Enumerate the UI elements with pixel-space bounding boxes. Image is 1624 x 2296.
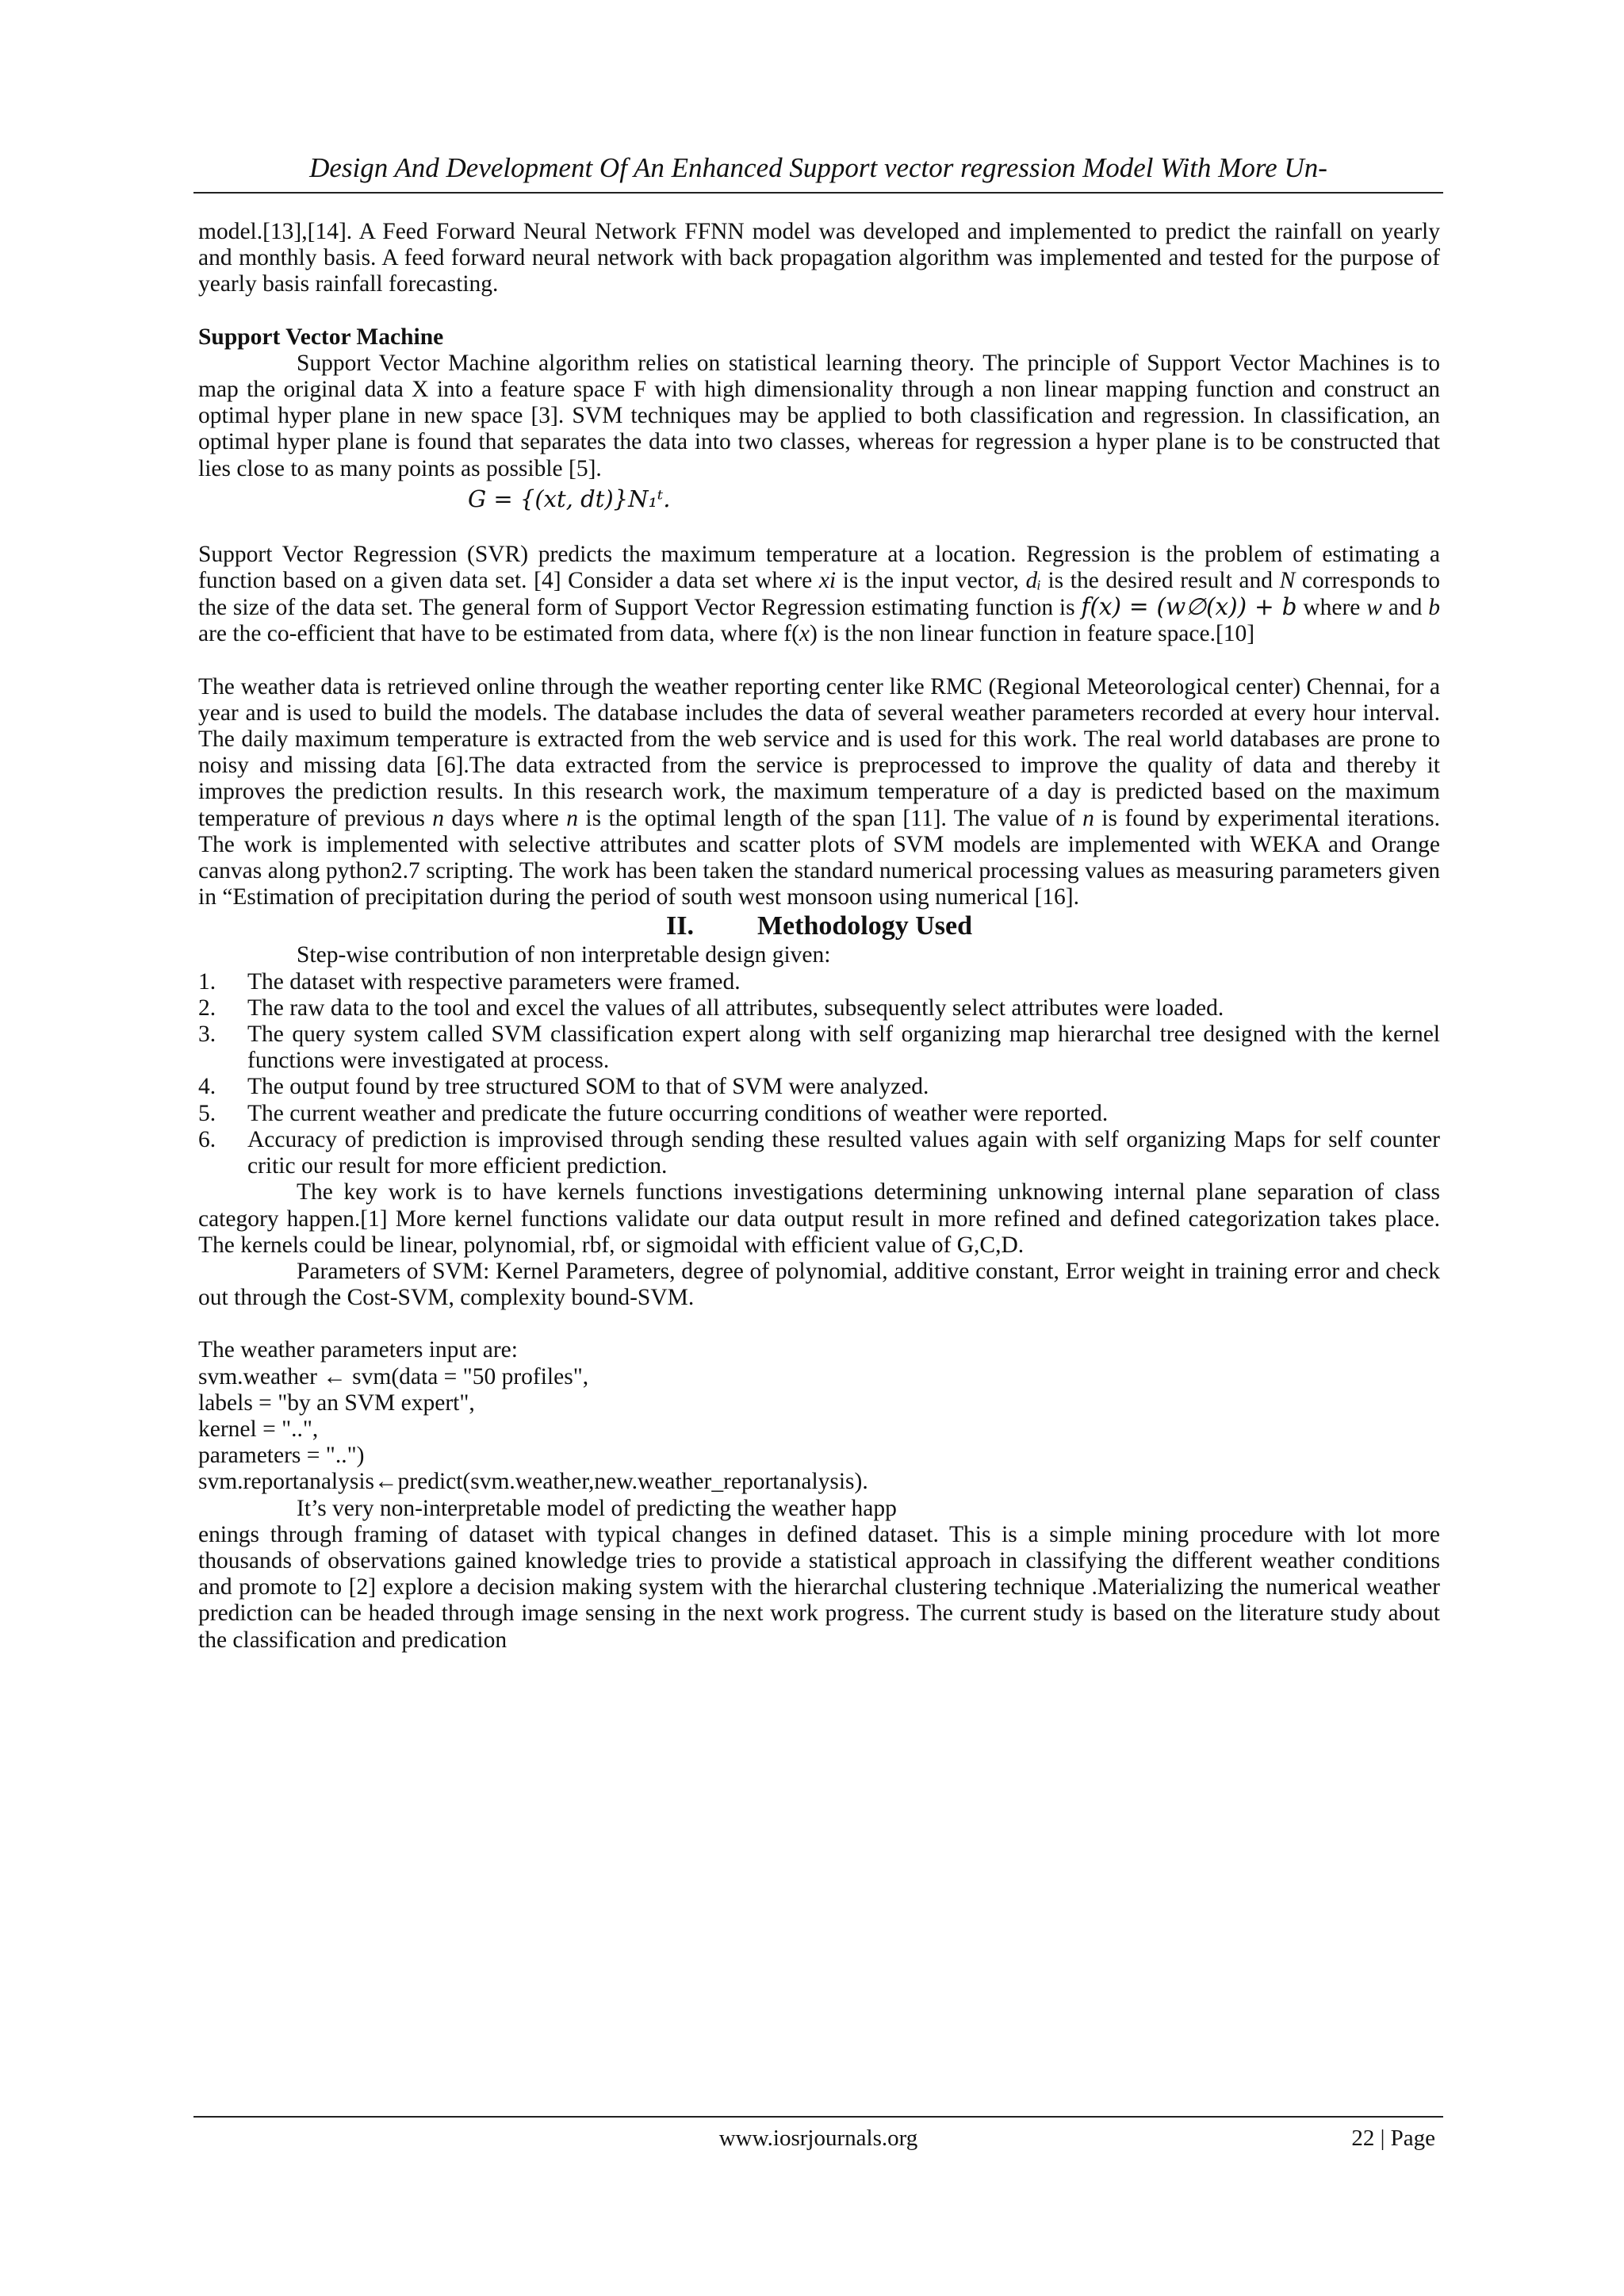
section-number: II. <box>665 911 694 941</box>
code-line: svm.reportanalysis←predict(svm.weather,new.weather_reportanalysis). <box>198 1469 868 1495</box>
list-item <box>198 1127 1440 1179</box>
list-text: The output found by tree structured SOM to that of SVM were analyzed. <box>247 1074 929 1100</box>
svr-text: are the co-efficient that have to be estimated from data, where f( <box>198 621 799 647</box>
svr-text: corresponds to the size of the data set. The general form of Support Vector Regression estimating function is <box>198 568 1440 621</box>
body-text <box>198 219 1440 1654</box>
var-n: n <box>432 805 444 831</box>
weather-text: is found by experimental iterations. The work is implemented with selective attributes and scatter plots of SVM models are implemented with WEKA and Orange canvas along python2.7 scripting. The work has been taken the standard numerical processing values as measuring parameters given in “Estimation of precipitation during the period of south west monsoon using numerical [16]. <box>198 805 1441 910</box>
svm-heading: Support Vector Machine <box>198 324 444 350</box>
page-number: 22 | Page <box>1351 2125 1435 2151</box>
footer-rule <box>193 2116 1443 2118</box>
svr-text: ) is the non linear function in feature space.[10] <box>810 621 1255 647</box>
var-n: n <box>1082 805 1094 831</box>
var-b: b <box>1428 595 1441 621</box>
list-number: 1. <box>198 968 216 995</box>
section-heading <box>198 910 1440 942</box>
code-block <box>198 1337 1440 1495</box>
params-paragraph: Parameters of SVM: Kernel Parameters, degree of polynomial, additive constant, Error weight in training error and check out through the Cost-SVM, complexity bound-SVM. <box>198 1258 1440 1311</box>
list-text: The current weather and predicate the future occurring conditions of weather were reported. <box>247 1100 1109 1126</box>
closing-paragraph: enings through framing of dataset with typical changes in defined dataset. This is a simple mining procedure with lot more thousands of observations gained knowledge tries to provide a statistical approach in classifying the different weather conditions and promote to [2] explore a decision making system with the hierarchal clustering technique .Materializing the numerical weather prediction can be headed through image sensing in the next work progress. The current study is based on the literature study about the classification and predication <box>198 1521 1440 1653</box>
page-footer <box>193 2122 1443 2154</box>
svr-text: is the desired result and <box>1040 568 1280 594</box>
var-x: x <box>799 621 810 647</box>
weather-paragraph <box>198 674 1440 911</box>
svr-text: Support Vector Regression (SVR) predicts the maximum temperature at a location. Regression is the problem of estimating a function based on a given data set. [4] Consider a data set where <box>198 541 1440 594</box>
svr-text: where <box>1297 595 1367 621</box>
list-number: 6. <box>198 1126 216 1152</box>
list-number: 4. <box>198 1074 216 1100</box>
svr-paragraph <box>198 542 1440 648</box>
var-xi: xi <box>818 568 837 594</box>
list-text: The raw data to the tool and excel the values of all attributes, subsequently select attributes were loaded. <box>247 995 1224 1021</box>
spacer <box>198 298 1440 324</box>
var-w: w <box>1366 595 1382 621</box>
list-item <box>198 1022 1440 1074</box>
list-text: Accuracy of prediction is improvised through sending these resulted values again with self organizing Maps for self counter critic our result for more efficient prediction. <box>247 1126 1440 1179</box>
dataset-equation: G = {(xt, dt)}N₁ᵗ. <box>468 485 671 512</box>
list-number: 5. <box>198 1100 216 1126</box>
list-text: The query system called SVM classification expert along with self organizing map hierarchal tree designed with the kernel functions were investigated at process. <box>247 1022 1440 1074</box>
code-intro: The weather parameters input are: <box>198 1337 518 1363</box>
section-title: Methodology Used <box>756 911 973 941</box>
list-number: 2. <box>198 995 216 1021</box>
code-line: svm.weather ← svm(data = "50 profiles", <box>198 1363 589 1389</box>
list-item <box>198 969 1440 995</box>
list-item <box>198 995 1440 1022</box>
header-rule <box>193 192 1443 194</box>
var-n: N <box>1279 568 1296 594</box>
journal-site: www.iosrjournals.org <box>718 2125 918 2151</box>
kernel-paragraph: The key work is to have kernels functions investigations determining unknowing internal plane separation of class category happen.[1] More kernel functions validate our data output result in more refined and defined categorization takes place. The kernels could be linear, polynomial, rbf, or sigmoidal with efficient value of G,C,D. <box>198 1179 1440 1258</box>
methodology-steps <box>198 969 1440 1180</box>
closing-line: It’s very non-interpretable model of predicting the weather happ <box>297 1495 897 1521</box>
svm-paragraph: Support Vector Machine algorithm relies on statistical learning theory. The principle of Support Vector Machines is to map the original data X into a feature space F with high dimensionality through a non linear mapping function and construct an optimal hyper plane in new space [3]. SVM techniques may be applied to both classification and regression. In classification, an optimal hyper plane is found that separates the data into two classes, whereas for regression a hyper plane is to be constructed that lies close to as many points as possible [5]. <box>198 350 1440 481</box>
methodology-intro: Step-wise contribution of non interpretable design given: <box>297 942 831 968</box>
weather-text: days where <box>443 805 567 831</box>
weather-text: is the optimal length of the span [11]. The value of <box>578 805 1083 831</box>
intro-paragraph: model.[13],[14]. A Feed Forward Neural Network FFNN model was developed and implemented to predict the rainfall on yearly and monthly basis. A feed forward neural network with back propagation algorithm was implemented and tested for the purpose of yearly basis rainfall forecasting. <box>198 219 1440 297</box>
list-item <box>198 1101 1440 1127</box>
list-item <box>198 1074 1440 1100</box>
code-line: parameters = "..") <box>198 1443 365 1469</box>
weather-text: The weather data is retrieved online through the weather reporting center like RMC (Regional Meteorological center) Chennai, for a year and is used to build the models. The database includes the data of several weather parameters recorded at every hour interval. The daily maximum temperature is extracted from the web service and is used for this work. The real world databases are prone to noisy and missing data [6].The data extracted from the service is preprocessed to improve the quality of data and thereby it improves the prediction results. In this research work, the maximum temperature of a day is predicted based on the maximum temperature of previous <box>198 673 1440 831</box>
spacer <box>198 516 1440 542</box>
var-n: n <box>566 805 579 831</box>
code-line: labels = "by an SVM expert", <box>198 1389 475 1416</box>
svr-formula: f(x) = (w∅(x)) + b <box>1081 593 1297 621</box>
spacer <box>198 1311 1440 1337</box>
svr-text: is the input vector, <box>836 568 1026 594</box>
spacer <box>198 648 1440 674</box>
list-number: 3. <box>198 1022 216 1048</box>
list-text: The dataset with respective parameters were framed. <box>247 968 741 995</box>
code-line: kernel = "..", <box>198 1416 319 1442</box>
svr-text: and <box>1381 595 1429 621</box>
running-header: Design And Development Of An Enhanced Support vector regression Model With More Un- <box>309 152 1327 183</box>
var-di: dᵢ <box>1025 568 1041 594</box>
